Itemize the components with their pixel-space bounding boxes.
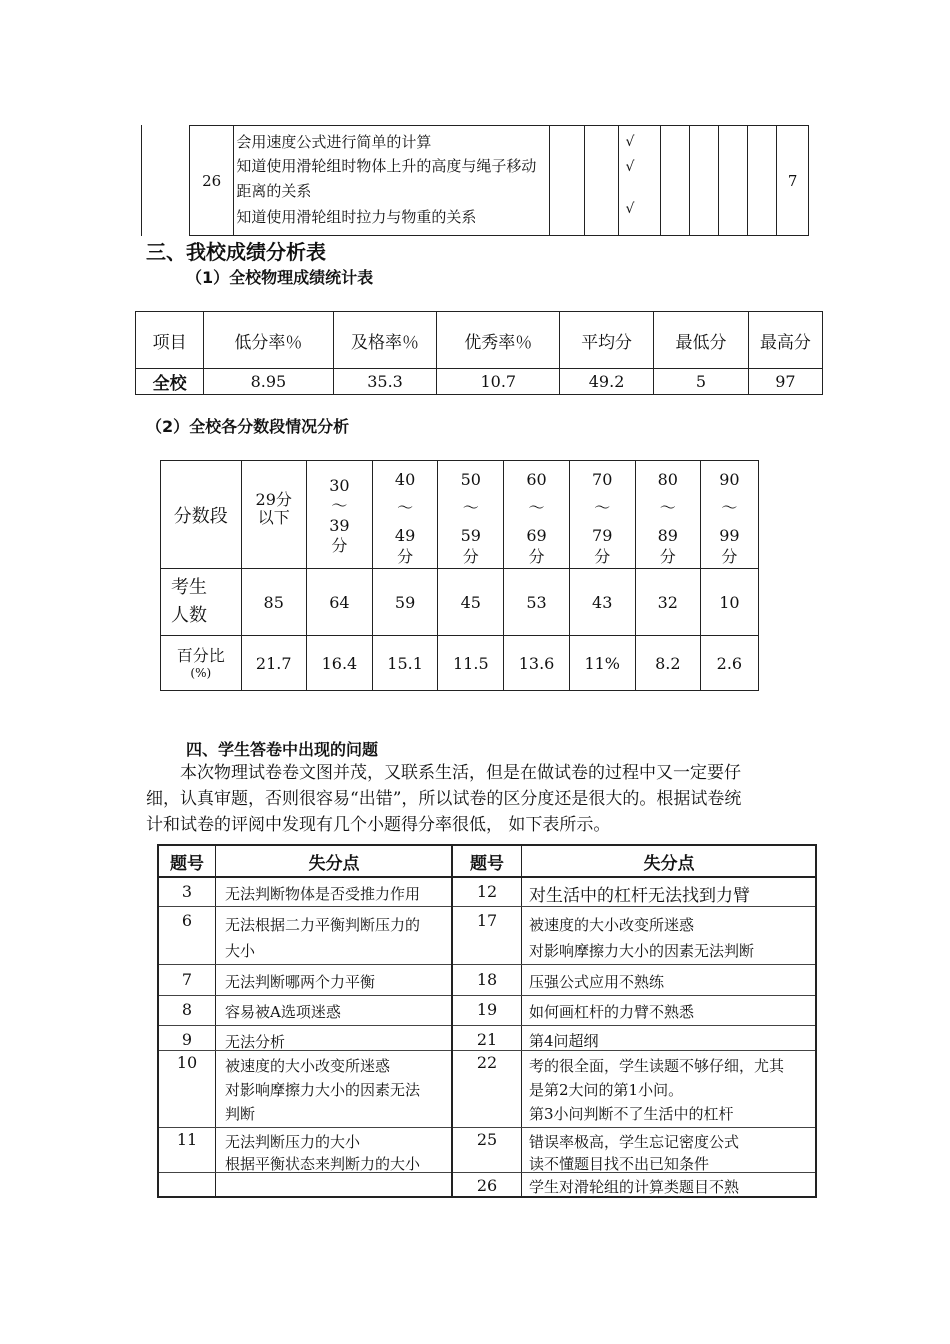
dist-count: 32	[635, 569, 700, 636]
dist-percent: 15.1	[373, 636, 438, 691]
right-row: 22 考的很全面，学生读题不够仔细，尤其 是第2大问的第1小问。 第3小问判断不了生活中的杠杆	[453, 1051, 815, 1128]
left-row: 8 容易被A选项迷惑	[159, 996, 451, 1026]
dist-count: 53	[504, 569, 569, 636]
dist-band: 40 ～ 49 分	[373, 461, 438, 569]
section3-sub2: （2）全校各分数段情况分析	[146, 417, 350, 436]
dist-band: 50 ～ 59 分	[438, 461, 504, 569]
stats-header: 平均分	[560, 312, 654, 369]
dist-count: 64	[306, 569, 372, 636]
distribution-table	[160, 460, 759, 691]
dist-band: 29分 以下	[241, 461, 306, 569]
dist-count: 85	[241, 569, 306, 636]
header-num-left: 题号	[170, 854, 204, 874]
left-row: 10 被速度的大小改变所迷惑 对影响摩擦力大小的因素无法 判断	[159, 1051, 451, 1128]
stats-header: 最低分	[654, 312, 749, 369]
header-point-left: 失分点	[308, 854, 360, 874]
dist-percent: 2.6	[700, 636, 758, 691]
stats-header: 项目	[136, 312, 204, 369]
stats-header: 优秀率％	[437, 312, 560, 369]
header-point-right: 失分点	[643, 854, 695, 874]
dist-percent: 21.7	[241, 636, 306, 691]
left-row: 3 无法判断物体是否受推力作用	[159, 878, 451, 907]
dist-count: 10	[700, 569, 758, 636]
left-row: 7 无法判断哪两个力平衡	[159, 965, 451, 996]
row-number: 26	[190, 126, 234, 236]
dist-percent: 11%	[569, 636, 635, 691]
problems-table	[157, 844, 817, 1198]
stats-value: 5	[654, 369, 749, 395]
stats-header: 及格率％	[333, 312, 437, 369]
stats-table	[135, 311, 823, 395]
dist-percent: 13.6	[504, 636, 569, 691]
dist-percent: 8.2	[635, 636, 700, 691]
top-table-left-rule	[141, 125, 142, 236]
stats-value: 97	[748, 369, 822, 395]
stats-row-label: 全校	[136, 369, 204, 395]
dist-header-label: 分数段	[161, 461, 242, 569]
stats-value: 10.7	[437, 369, 560, 395]
stats-value: 49.2	[560, 369, 654, 395]
dist-band: 90 ～ 99 分	[700, 461, 758, 569]
dist-band: 70 ～ 79 分	[569, 461, 635, 569]
section4-title: 四、学生答卷中出现的问题	[186, 740, 379, 759]
stats-value: 8.95	[204, 369, 333, 395]
knowledge-points: 会用速度公式进行简单的计算 知道使用滑轮组时物体上升的高度与绳子移动距离的关系 知道使用滑轮组时拉力与物重的关系	[234, 126, 550, 236]
right-row: 12 对生活中的杠杆无法找到力臂	[453, 878, 815, 907]
right-row: 21 第4问超纲	[453, 1026, 815, 1051]
right-row: 25 错误率极高，学生忘记密度公式 读不懂题目找不出已知条件	[453, 1128, 815, 1173]
right-row: 18 压强公式应用不熟练	[453, 965, 815, 996]
right-row: 26 学生对滑轮组的计算类题目不熟	[476, 1176, 740, 1196]
dist-count: 45	[438, 569, 504, 636]
left-row: 6 无法根据二力平衡判断压力的 大小	[159, 907, 451, 965]
right-row: 19 如何画杠杆的力臂不熟悉	[453, 996, 815, 1026]
right-row: 17 被速度的大小改变所迷惑 对影响摩擦力大小的因素无法判断	[453, 907, 815, 965]
left-row: 9 无法分析	[159, 1026, 451, 1051]
top-table	[189, 125, 809, 236]
stats-value: 35.3	[333, 369, 437, 395]
section3-title: 三、我校成绩分析表	[146, 240, 326, 264]
dist-band: 80 ～ 89 分	[635, 461, 700, 569]
check-column: √ √ √	[619, 126, 660, 236]
section4-paragraph: 本次物理试卷卷文图并茂，又联系生活，但是在做试卷的过程中又一定要仔 细，认真审题，否则很容易“出错”，所以试卷的区分度还是很大的。根据试卷统 计和试卷的评阅中发现有几个小题得分率很低， 如下表所示。	[146, 763, 742, 835]
dist-band: 30 ～ 39 分	[306, 461, 372, 569]
stats-header: 低分率％	[204, 312, 333, 369]
dist-count-label: 考生 人数	[161, 569, 242, 636]
stats-header: 最高分	[748, 312, 822, 369]
left-row: 11 无法判断压力的大小 根据平衡状态来判断力的大小	[159, 1128, 451, 1173]
dist-band: 60 ～ 69 分	[504, 461, 569, 569]
dist-percent: 16.4	[306, 636, 372, 691]
dist-pct-label: 百分比 (%)	[161, 636, 242, 691]
dist-percent: 11.5	[438, 636, 504, 691]
dist-count: 43	[569, 569, 635, 636]
header-num-right: 题号	[470, 854, 504, 874]
section3-sub1: （1）全校物理成绩统计表	[186, 268, 374, 287]
score-cell: 7	[777, 126, 809, 236]
dist-count: 59	[373, 569, 438, 636]
